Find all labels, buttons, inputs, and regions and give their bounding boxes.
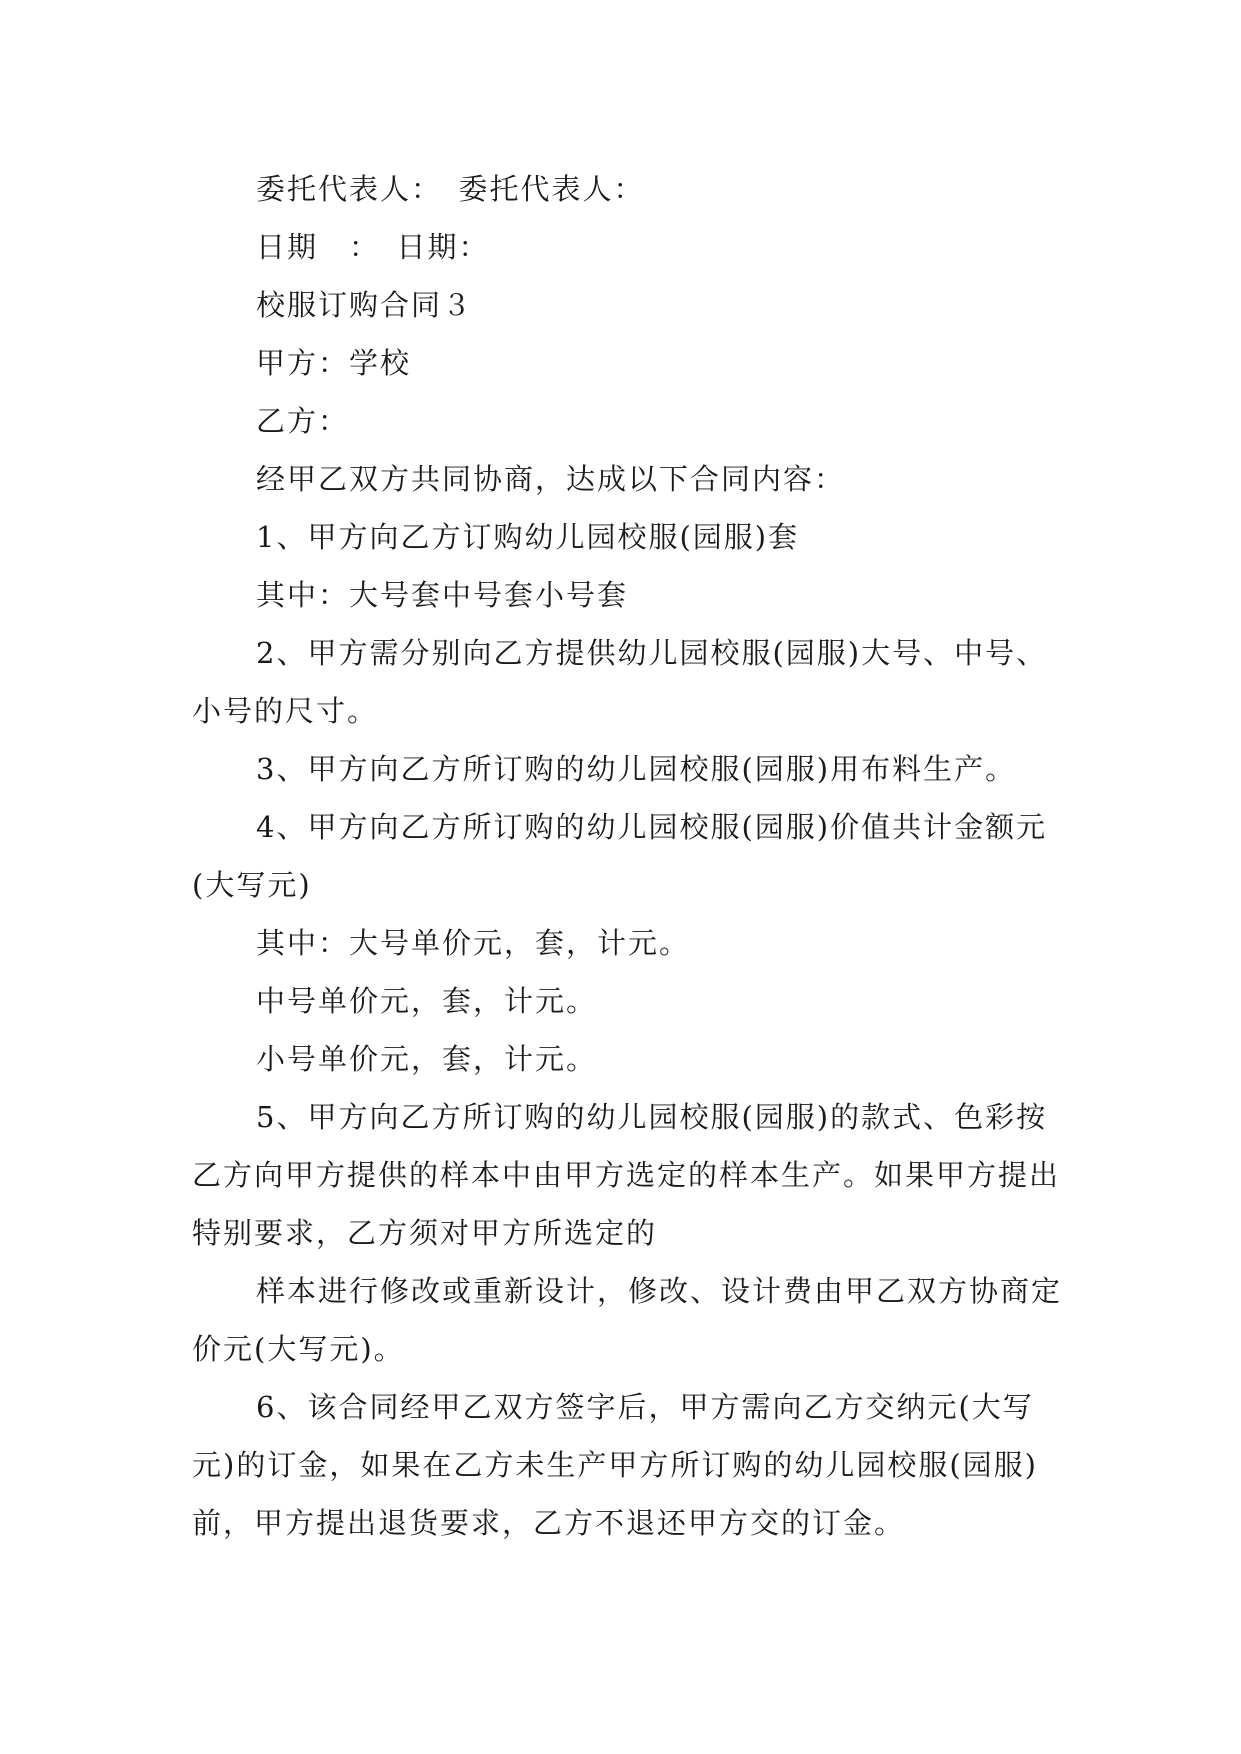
clause-5-continued: 样本进行修改或重新设计，修改、设计费由甲乙双方协商定价元(大写元)。 [192, 1274, 1063, 1366]
clause-4-large-price: 其中：大号单价元，套，计元。 [256, 926, 691, 960]
document-body [192, 160, 1072, 1552]
clause-6: 6、该合同经甲乙双方签字后，甲方需向乙方交纳元(大写元)的订金，如果在乙方未生产甲方所订购的幼儿园校服(园服)前，甲方提出退货要求，乙方不退还甲方交的订金。 [192, 1390, 1038, 1540]
signature-representative-line: 委托代表人： 委托代表人： [256, 172, 645, 206]
signature-date-line: 日期 ： 日期： [256, 230, 490, 264]
clause-4-medium-price: 中号单价元，套，计元。 [256, 984, 598, 1018]
contract-title: 校服订购合同３ [256, 288, 474, 322]
contract-intro: 经甲乙双方共同协商，达成以下合同内容： [256, 462, 846, 496]
clause-1-detail: 其中：大号套中号套小号套 [256, 578, 629, 612]
clause-4: 4、甲方向乙方所订购的幼儿园校服(园服)价值共计金额元(大写元) [192, 810, 1048, 902]
party-a-line: 甲方：学校 [256, 346, 412, 380]
clause-2: 2、甲方需分别向乙方提供幼儿园校服(园服)大号、中号、小号的尺寸。 [192, 636, 1048, 728]
party-b-line: 乙方： [256, 404, 350, 438]
clause-4-small-price: 小号单价元，套，计元。 [256, 1042, 598, 1076]
clause-1: 1、甲方向乙方订购幼儿园校服(园服)套 [256, 520, 800, 554]
clause-3: 3、甲方向乙方所订购的幼儿园校服(园服)用布料生产。 [256, 752, 1017, 786]
clause-5: 5、甲方向乙方所订购的幼儿园校服(园服)的款式、色彩按乙方向甲方提供的样本中由甲方选定的样本生产。如果甲方提出特别要求，乙方须对甲方所选定的 [192, 1100, 1061, 1250]
